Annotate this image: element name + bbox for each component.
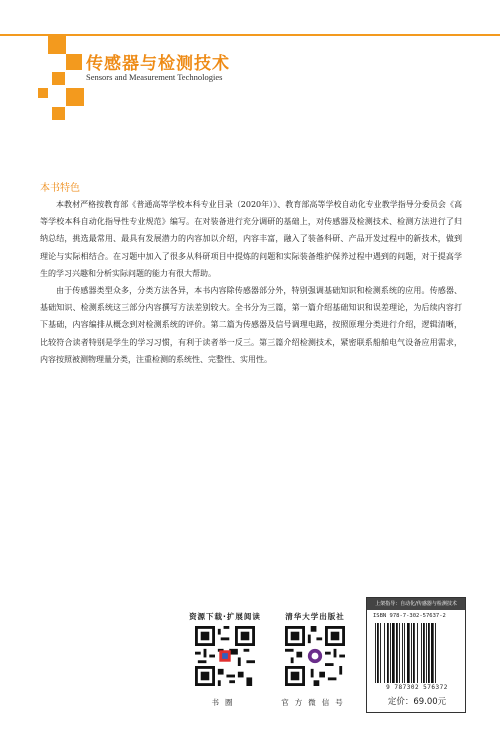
- barcode-bars: [375, 623, 457, 683]
- barcode-box: [366, 597, 466, 713]
- features-heading: 本书特色: [40, 183, 80, 194]
- features-paragraph: 本教材严格按教育部《普通高等学校本科专业目录（2020年）》、教育部高等学校自动化专业教学指导分委员会《高等学校本科自动化指导性专业规范》编写。在对装备进行充分调研的基础上，对传感器及检测技术、检测方法进行了归纳总结，挑选最常用、最具有发展潜力的内容加以介绍，内容丰富，融入了装备科研、产品开发过程中的新技术，做到理论与实际相结合。在习题中加入了很多从科研项目中提炼的问题和实际装备维护保养过程中遇到的问题，对于提高学生的学习兴趣和分析实际问题的能力有很大帮助。: [40, 200, 462, 278]
- barcode-isbn: ISBN 978-7-302-57637-2: [373, 613, 446, 619]
- deco-square-6: [52, 107, 65, 120]
- qr-right-caption: 官方微信号: [281, 698, 349, 707]
- deco-square-3: [52, 72, 65, 85]
- qr-right-label: 清华大学出版社: [285, 612, 345, 621]
- deco-square-1: [48, 36, 66, 54]
- qr-code-tsinghua: [285, 626, 345, 686]
- features-body: [40, 196, 462, 368]
- book-subtitle: Sensors and Measurement Technologies: [86, 72, 223, 82]
- features-paragraph: 由于传感器类型众多，分类方法各异，本书内容除传感器部分外，特别强调基础知识和检测系统的应用。传感器、基础知识、检测系统这三部分内容撰写方法差别较大。全书分为三篇，第一篇介绍基础知识和误差理论，为后续内容打下基础，内容编排从概念到对检测系统的评价。第二篇为传感器及信号调理电路，按照原理分类进行介绍，逻辑清晰，比较符合读者特别是学生的学习习惯，有利于读者举一反三。第三篇介绍检测技术，紧密联系船舶电气设备应用需求，内容按照被测物理量分类，注重检测的系统性、完整性、实用性。: [40, 286, 462, 364]
- deco-square-4: [66, 88, 84, 106]
- qr-code-shuquan: [195, 626, 255, 686]
- qr-left-label: 资源下载·扩展阅读: [189, 612, 261, 621]
- barcode-digits: 9 787302 576372: [386, 684, 448, 691]
- book-title: 传感器与检测技术: [86, 54, 230, 74]
- barcode-category: 上架指导：自动化/传感器与检测技术: [367, 598, 465, 610]
- top-accent-line: [0, 34, 500, 36]
- deco-square-2: [66, 54, 82, 70]
- book-price: 定价：69.00元: [387, 697, 447, 707]
- qr-left-caption: 书圈: [211, 698, 239, 707]
- deco-square-5: [38, 88, 48, 98]
